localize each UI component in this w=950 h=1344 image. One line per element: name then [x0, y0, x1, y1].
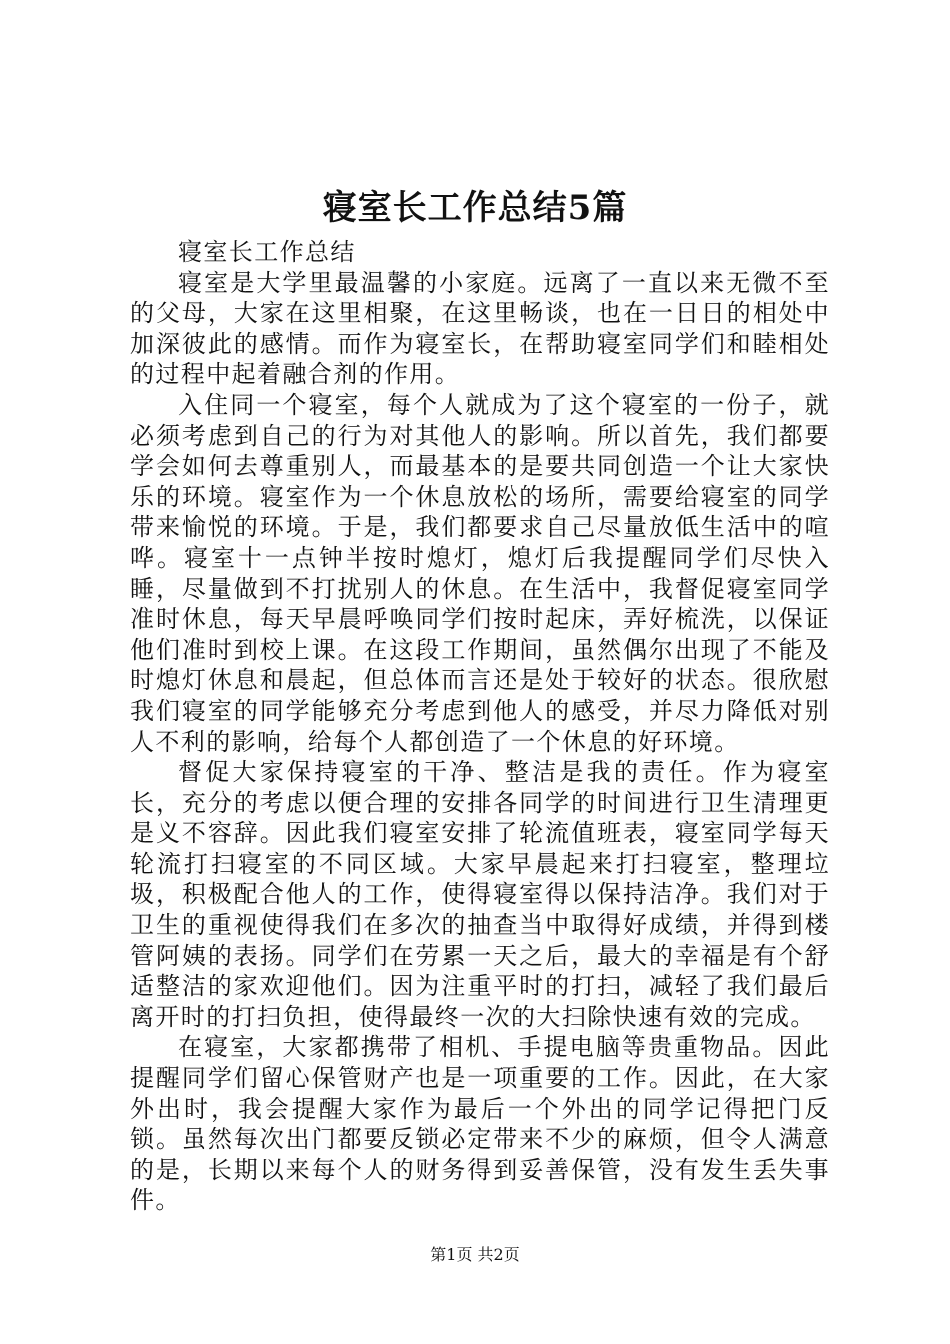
paragraph: 寝室是大学里最温馨的小家庭。远离了一直以来无微不至的父母，大家在这里相聚，在这里畅谈，也在一日日的相处中加深彼此的感情。而作为寝室长，在帮助寝室同学们和睦相处的过程中起着融合剂的作用。: [130, 268, 830, 389]
document-body: [130, 237, 830, 1216]
page-footer: 第1页 共2页: [430, 1245, 520, 1264]
section-heading: 寝室长工作总结: [178, 238, 356, 266]
paragraph: 在寝室，大家都携带了相机、手提电脑等贵重物品。因此提醒同学们留心保管财产也是一项重要的工作。因此，在大家外出时，我会提醒大家作为最后一个外出的同学记得把门反锁。虽然每次出门都要反锁必定带来不少的麻烦，但令人满意的是，长期以来每个人的财务得到妥善保管，没有发生丢失事件。: [130, 1033, 830, 1215]
paragraph: 入住同一个寝室，每个人就成为了这个寝室的一份子，就必须考虑到自己的行为对其他人的影响。所以首先，我们都要学会如何去尊重别人，而最基本的是要共同创造一个让大家快乐的环境。寝室作为一个休息放松的场所，需要给寝室的同学带来愉悦的环境。于是，我们都要求自己尽量放低生活中的喧哗。寝室十一点钟半按时熄灯，熄灯后我提醒同学们尽快入睡，尽量做到不打扰别人的休息。在生活中，我督促寝室同学准时休息，每天早晨呼唤同学们按时起床，弄好梳洗，以保证他们准时到校上课。在这段工作期间，虽然偶尔出现了不能及时熄灯休息和晨起，但总体而言还是处于较好的状态。很欣慰我们寝室的同学能够充分考虑到他人的感受，并尽力降低对别人不利的影响，给每个人都创造了一个休息的好环境。: [130, 390, 830, 756]
document-title: 寝室长工作总结5篇: [322, 188, 628, 228]
paragraph: 督促大家保持寝室的干净、整洁是我的责任。作为寝室长，充分的考虑以便合理的安排各同学的时间进行卫生清理更是义不容辞。因此我们寝室安排了轮流值班表，寝室同学每天轮流打扫寝室的不同区域。大家早晨起来打扫寝室，整理垃圾，积极配合他人的工作，使得寝室得以保持洁净。我们对于卫生的重视使得我们在多次的抽查当中取得好成绩，并得到楼管阿姨的表扬。同学们在劳累一天之后，最大的幸福是有个舒适整洁的家欢迎他们。因为注重平时的打扫，减轻了我们最后离开时的打扫负担，使得最终一次的大扫除快速有效的完成。: [130, 758, 830, 1031]
